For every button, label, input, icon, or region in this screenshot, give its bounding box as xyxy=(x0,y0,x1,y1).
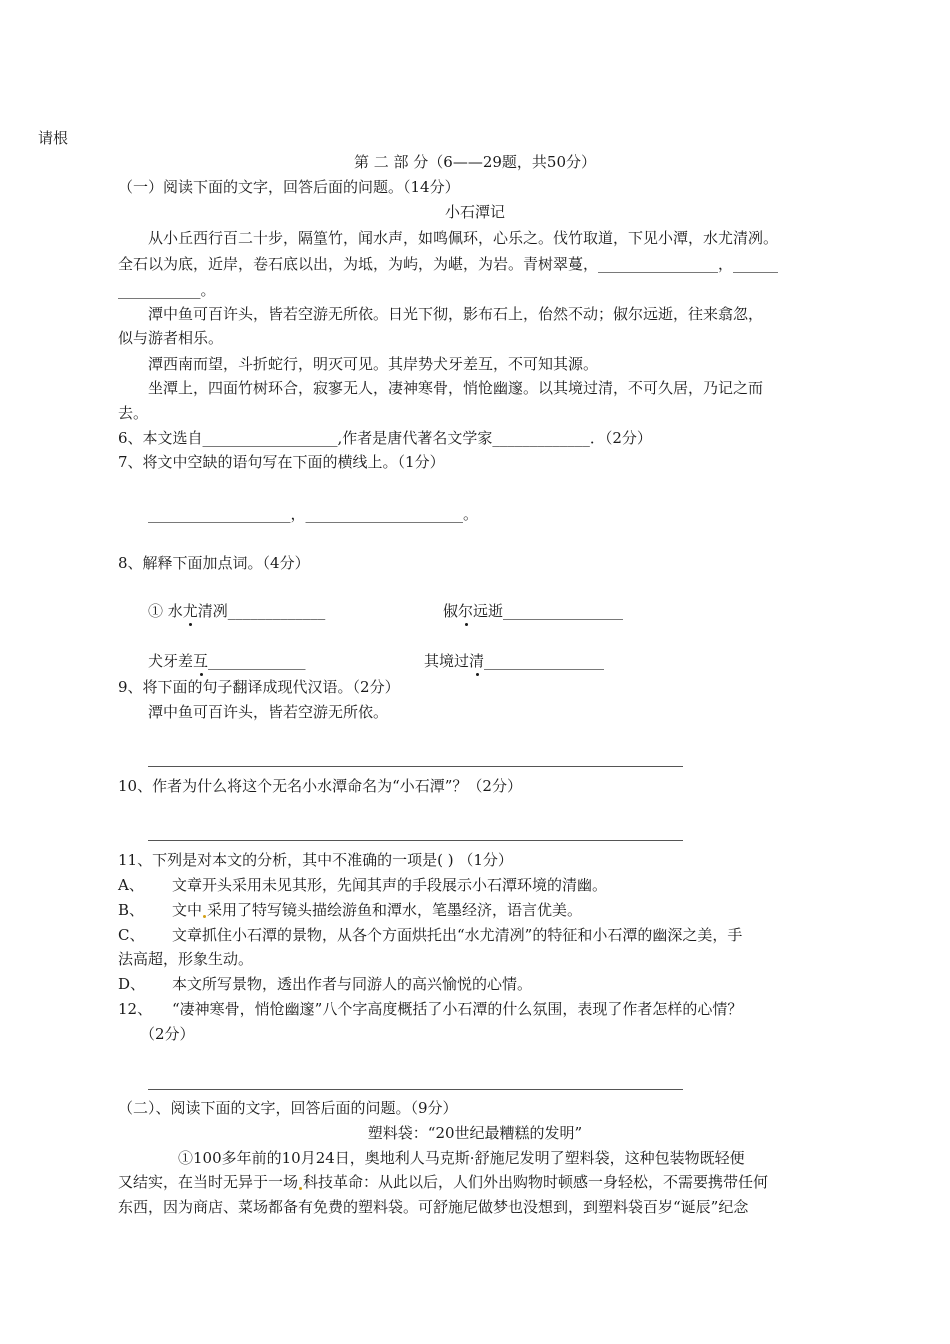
option-text-part: 文中 xyxy=(172,901,203,919)
question-12-points: （2分） xyxy=(140,1025,195,1043)
option-letter: A、 xyxy=(118,876,144,894)
section-1-title: 小石潭记 xyxy=(444,203,505,221)
option-text: 法高超，形象生动。 xyxy=(118,950,254,968)
part-title: 第 二 部 分（6——29题，共50分） xyxy=(353,153,597,171)
item-text: 远逝________________ xyxy=(473,602,624,620)
question-8-item-a xyxy=(148,601,325,621)
option-text: 本文所写景物，透出作者与同游人的高兴愉悦的心情。 xyxy=(172,975,533,993)
section-2-heading: （二）、阅读下面的文字，回答后面的问题。（9分） xyxy=(118,1099,458,1117)
passage-4-line: 坐潭上，四面竹树环合，寂寥无人，凄神寒骨，悄怆幽邃。以其境过清，不可久居，乃记之而 xyxy=(148,379,764,397)
item-text: 俶 xyxy=(443,602,459,620)
passage-2-line: 潭中鱼可百许头，皆若空游无所依。日光下彻，影布石上，佁然不动；俶尔远逝，往来翕忽， xyxy=(148,305,764,323)
section-1-heading: （一）阅读下面的文字，回答后面的问题。（14分） xyxy=(118,178,460,196)
option-letter: B、 xyxy=(118,901,145,919)
item-text: ________________ xyxy=(484,652,605,670)
section-2-title: 塑料袋：“20世纪最糟糕的发明” xyxy=(367,1124,583,1142)
question-7-answer-blank: ___________________，_____________________。 xyxy=(148,505,479,523)
dotted-word: 尤 xyxy=(182,602,198,620)
passage-line: ①100多年前的10月24日，奥地利人马克斯·舒施尼发明了塑料袋，这种包装物既轻便 xyxy=(178,1149,745,1167)
option-text: 文章开头采用未见其形，先闻其声的手段展示小石潭环境的清幽。 xyxy=(172,876,608,894)
answer-line xyxy=(148,766,683,767)
option-letter: D、 xyxy=(118,975,146,993)
question-9: 9、将下面的句子翻译成现代汉语。（2分） xyxy=(118,678,400,696)
question-8: 8、解释下面加点词。（4分） xyxy=(118,554,310,572)
option-text xyxy=(172,900,582,920)
answer-line xyxy=(148,840,683,841)
question-12: “凄神寒骨，悄怆幽邃”八个字高度概括了小石潭的什么氛围，表现了作者怎样的心情？ xyxy=(172,1000,743,1018)
question-10: 10、作者为什么将这个无名小水潭命名为“小石潭”？（2分） xyxy=(118,777,522,795)
passage-4-line: 去。 xyxy=(118,404,149,422)
question-6: 6、本文选自__________________,作者是唐代著名文学家_____________．（2分） xyxy=(118,429,652,447)
item-text: _____________ xyxy=(208,652,306,670)
dotted-word: 尔 xyxy=(458,602,474,620)
question-12-number: 12、 xyxy=(118,1000,153,1018)
passage-2-line: 似与游者相乐。 xyxy=(118,329,224,347)
item-text: 其境过 xyxy=(424,652,470,670)
option-letter: C、 xyxy=(118,926,145,944)
item-text: 犬牙差 xyxy=(148,652,194,670)
stray-dot-mark xyxy=(203,915,206,918)
passage-1-line: 从小丘西行百二十步，隔篁竹，闻水声，如鸣佩环，心乐之。伐竹取道，下见小潭，水尤清冽。 xyxy=(148,229,779,247)
item-text: ① 水 xyxy=(148,602,183,620)
answer-line xyxy=(148,1089,683,1090)
passage-line: 东西，因为商店、菜场都备有免费的塑料袋。可舒施尼做梦也没想到，到塑料袋百岁“诞辰”纪念 xyxy=(118,1198,749,1216)
option-text: 文章抓住小石潭的景物，从各个方面烘托出“水尤清冽”的特征和小石潭的幽深之美，手 xyxy=(172,926,743,944)
item-text: 清冽_____________ xyxy=(197,602,326,620)
passage-part: 科技革命：从此以后，人们外出购物时顿感一身轻松，不需要携带任何 xyxy=(303,1173,769,1191)
passage-3-line: 潭西南而望，斗折蛇行，明灭可见。其岸势犬牙差互，不可知其源。 xyxy=(148,355,599,373)
question-11: 11、下列是对本文的分析，其中不准确的一项是( ) （1分） xyxy=(118,851,513,869)
header-stray-text: 请根 xyxy=(38,129,69,147)
passage-line xyxy=(118,1172,768,1192)
dotted-word: 清 xyxy=(469,652,485,670)
question-8-item-b xyxy=(443,601,623,621)
passage-1-line: 全石以为底，近岸，卷石底以出，为坻，为屿，为嵁，为岩。青树翠蔓，________________，______ xyxy=(118,255,779,273)
question-7: 7、将文中空缺的语句写在下面的横线上。（1分） xyxy=(118,453,445,471)
stray-dot-mark xyxy=(299,1187,302,1190)
passage-part: 又结实，在当时无异于一场 xyxy=(118,1173,299,1191)
question-9-sentence: 潭中鱼可百许头，皆若空游无所依。 xyxy=(148,703,389,721)
option-text-part: 采用了特写镜头描绘游鱼和潭水，笔墨经济，语言优美。 xyxy=(207,901,583,919)
dotted-word: 互 xyxy=(193,652,209,670)
passage-1-line: ___________。 xyxy=(118,281,216,299)
question-8-item-c xyxy=(148,651,306,671)
question-8-item-d xyxy=(424,651,604,671)
